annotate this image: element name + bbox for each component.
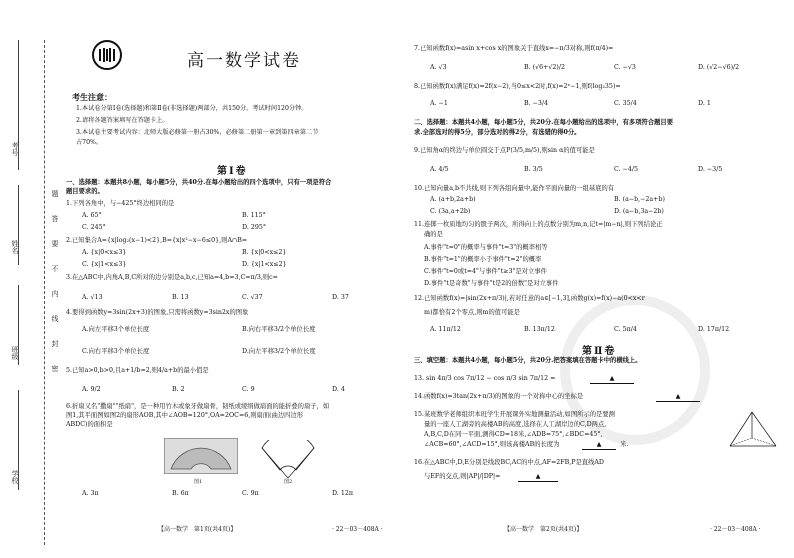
notice-item: 1.本试卷分第Ⅰ卷(选择题)和第Ⅱ卷(非选择题)两部分，共150分。考试时间120分钟。 bbox=[76, 105, 308, 112]
q15-unit: 米. bbox=[620, 441, 629, 448]
q12-option-a[interactable]: A. 11π/12 bbox=[430, 326, 461, 333]
q10-option-d[interactable]: D. (a−b,3a−2b) bbox=[614, 208, 664, 215]
q14-answer-blank[interactable]: ▲ bbox=[656, 392, 700, 402]
q5-option-c[interactable]: C. 9 bbox=[242, 386, 255, 393]
q3-option-b[interactable]: B. 13 bbox=[172, 294, 189, 301]
q4-option-b[interactable]: B.向右平移3/2个单位长度 bbox=[242, 326, 316, 333]
q15-stem: A,B,C,D在同一平面,测得CD=18米,∠ADB=75°,∠BDC=45°, bbox=[424, 431, 603, 438]
page-1 bbox=[62, 0, 407, 558]
q1-stem: 1.下列各角中，与−425°终边相同的是 bbox=[66, 200, 175, 207]
q9-option-c[interactable]: C. −4/5 bbox=[614, 166, 639, 173]
page-title: 高一数学试卷 bbox=[187, 51, 301, 71]
school-label: 学校 bbox=[11, 470, 19, 484]
q3-option-a[interactable]: A. √13 bbox=[82, 294, 103, 301]
fig1-caption: 图1 bbox=[194, 479, 203, 485]
class-label: 班级 bbox=[11, 346, 19, 360]
q2-option-a[interactable]: A. {x|0<x≤3} bbox=[82, 249, 127, 256]
seal-word: 内 bbox=[51, 290, 59, 311]
q1-option-c[interactable]: C. 245° bbox=[82, 224, 106, 231]
binding-margin bbox=[0, 0, 62, 558]
footer-right-text: 【高一数学 第2页(共4页)】 bbox=[504, 526, 583, 533]
q6-option-d[interactable]: D. 12π bbox=[332, 490, 353, 497]
seal-word: 线 bbox=[51, 315, 59, 336]
part3-desc: 三、填空题：本题共4小题，每小题5分，共20分.把答案填在答题卡中的横线上。 bbox=[414, 357, 642, 364]
q9-option-b[interactable]: B. 3/5 bbox=[524, 166, 543, 173]
part2-desc: 求.全部选对的得5分，部分选对的得2分，有选错的得0分。 bbox=[414, 129, 581, 136]
q4-option-d[interactable]: D.向左平移3/2个单位长度 bbox=[242, 348, 316, 355]
q9-option-a[interactable]: A. 4/5 bbox=[430, 166, 449, 173]
q13-stem: 13. sin 4π/3 cos 7π/12 − cos π/3 sin 7π/12 = bbox=[414, 375, 556, 382]
q5-option-d[interactable]: D. 4 bbox=[332, 386, 345, 393]
q1-option-d[interactable]: D. 295° bbox=[242, 224, 266, 231]
q11-stem: 确的是 bbox=[424, 231, 443, 238]
footer-left-code: · 22－03－408A · bbox=[332, 526, 383, 533]
q4-option-a[interactable]: A.向左平移3个单位长度 bbox=[82, 326, 150, 333]
part3-title: 第Ⅱ卷 bbox=[582, 346, 617, 357]
q3-option-c[interactable]: C. √37 bbox=[242, 294, 263, 301]
q2-option-c[interactable]: C. {x|1<x≤3} bbox=[82, 261, 127, 268]
name-field[interactable] bbox=[18, 185, 19, 265]
q10-stem: 10.已知向量a,b不共线,则下列各组向量中,能作平面向量的一组基底的有 bbox=[414, 185, 615, 192]
q8-stem: 8.已知函数f(x)满足f(x)=2f(x−2),当0≤x<2时,f(x)=2ˣ−1,则f(log₂35)= bbox=[414, 83, 621, 90]
q16-stem: 16.在△ABC中,D,E分别是线段BC,AC的中点,AF=2FB,P是直线AD bbox=[414, 459, 604, 466]
q11-option-c[interactable]: C.事件"t=0或t=4"与事件"t≥3"是对立事件 bbox=[424, 268, 547, 275]
q12-stem: 12.已知函数f(x)=|sin(2x+π/3)|,若对任意的a∈[−1,3],函数g(x)=f(x)−a(0<x<r bbox=[414, 295, 645, 302]
notice-item: 占70%。 bbox=[76, 139, 103, 146]
q16-answer-blank[interactable]: ▲ bbox=[518, 472, 558, 482]
q15-stem: ∠ACB=60°,∠ACD=15°,则该高楼AB的长度为 bbox=[424, 441, 560, 448]
page-2 bbox=[414, 0, 786, 558]
q6-option-a[interactable]: A. 3π bbox=[82, 490, 99, 497]
q8-option-a[interactable]: A. −1 bbox=[430, 100, 448, 107]
q10-option-c[interactable]: C. (3a,a+2b) bbox=[430, 208, 471, 215]
q9-stem: 9.已知角α的终边与单位圆交于点P(3/5,m/5),则sin α的值可能是 bbox=[414, 147, 595, 154]
q1-option-a[interactable]: A. 65° bbox=[82, 212, 102, 219]
q12-option-c[interactable]: C. 5π/4 bbox=[614, 326, 637, 333]
part1-desc: 一、选择题：本题共8小题，每小题5分，共40分.在每小题给出的四个选项中，只有一项是符合 bbox=[66, 179, 332, 186]
q15-stem: 15.某班数学老师组织本班学生开展课外实地测量活动,如图所示的是要测 bbox=[414, 411, 615, 418]
q11-option-a[interactable]: A.事件"t=0"的概率与事件"t=3"的概率相等 bbox=[424, 244, 548, 251]
seal-word: 密 bbox=[51, 365, 59, 386]
folding-fan-photo bbox=[164, 438, 238, 474]
q2-option-d[interactable]: D. {x|1<x≤2} bbox=[242, 261, 287, 268]
q8-option-b[interactable]: B. −3/4 bbox=[524, 100, 549, 107]
q5-option-b[interactable]: B. 2 bbox=[172, 386, 185, 393]
q4-option-c[interactable]: C.向右平移3个单位长度 bbox=[82, 348, 150, 355]
q11-stem: 11.连掷一枚质地均匀的骰子两次，所得向上的点数分别为m,n,记t=|m−n|,则下列结论正 bbox=[414, 221, 663, 228]
fig2-caption: 图2 bbox=[284, 479, 293, 485]
seal-dashed-line bbox=[44, 40, 45, 545]
q15-stem: 量的一座人工湖旁的高楼AB的高度,选择在人工湖岸边的C,D两点, bbox=[424, 421, 607, 428]
sector-diagram bbox=[258, 440, 318, 480]
part2-desc: 二、选择题：本题共4小题，每小题5分，共20分.在每小题给出的选项中，有多项符合题目要 bbox=[414, 119, 673, 126]
q13-answer-blank[interactable]: ▲ bbox=[590, 374, 634, 384]
q14-stem: 14.函数f(x)=3tan(2x+π/3)的图象的一个对称中心的坐标是 bbox=[414, 393, 584, 400]
q7-option-d[interactable]: D. (√2−√6)/2 bbox=[698, 64, 740, 71]
q11-option-d[interactable]: D.事件"t是奇数"与事件"t是2的倍数"是对立事件 bbox=[424, 280, 559, 287]
q10-option-b[interactable]: B. (a−b,−2a+b) bbox=[614, 196, 665, 203]
q3-option-d[interactable]: D. 37 bbox=[332, 294, 349, 301]
q6-option-b[interactable]: B. 6π bbox=[172, 490, 189, 497]
q1-option-b[interactable]: B. 115° bbox=[242, 212, 266, 219]
part1-title: 第Ⅰ卷 bbox=[217, 166, 248, 177]
q15-answer-blank[interactable]: ▲ bbox=[582, 440, 616, 450]
q12-option-b[interactable]: B. 13π/12 bbox=[524, 326, 555, 333]
q5-option-a[interactable]: A. 9/2 bbox=[82, 386, 101, 393]
notice-heading: 考生注意： bbox=[72, 92, 112, 102]
q12-stem: m)都恰有2个零点,则m的值可能是 bbox=[424, 309, 520, 316]
q12-option-d[interactable]: D. 17π/12 bbox=[698, 326, 730, 333]
q7-option-a[interactable]: A. √3 bbox=[430, 64, 447, 71]
seal-word: 封 bbox=[51, 340, 59, 361]
notice-item: 2.请将各题答案填写在答题卡上。 bbox=[76, 117, 169, 124]
footer-right-code: · 22－03－408A · bbox=[710, 526, 761, 533]
q11-option-b[interactable]: B.事件"t=1"的概率小于事件"t=2"的概率 bbox=[424, 256, 542, 263]
q7-stem: 7.已知函数f(x)=asin x+cos x的图象关于直线x=−π/3对称,则f(π/4)= bbox=[414, 45, 614, 52]
school-field[interactable] bbox=[18, 390, 19, 490]
class-field[interactable] bbox=[18, 285, 19, 365]
notice-item: 3.本试卷主要考试内容：北师大版必修第一册占30%，必修第二册第一章到第四章第二节 bbox=[76, 129, 319, 136]
seal-word: 答 bbox=[51, 215, 59, 236]
q2-option-b[interactable]: B. {x|0<x≤2} bbox=[242, 249, 287, 256]
q6-stem: 6.折扇又名"撒扇""纸扇"，是一种用竹木或象牙做扇骨，韧纸或绫绢做扇面的能折叠的扇子，如 bbox=[66, 403, 330, 410]
q7-option-b[interactable]: B. (√6+√2)/2 bbox=[524, 64, 565, 71]
q9-option-d[interactable]: D. −3/5 bbox=[698, 166, 723, 173]
q6-stem: 图1,其平面图如图2的扇形AOB,其中∠AOB=120°,OA=2OC=6,则扇面(曲边四边形 bbox=[66, 412, 304, 419]
q10-option-a[interactable]: A. (a+b,2a+b) bbox=[430, 196, 476, 203]
q8-option-d[interactable]: D. 1 bbox=[698, 100, 711, 107]
q4-stem: 4.要得到函数y=3sin(2x+3)的图象,只需将函数y=3sin2x的图象 bbox=[66, 309, 249, 316]
q3-stem: 3.在△ABC中,内角A,B,C所对的边分别是a,b,c,已知a=4,b=3,C=π/3,则c= bbox=[66, 274, 278, 281]
seal-word: 不 bbox=[51, 265, 59, 286]
q6-stem: ABDC)的面积是 bbox=[66, 421, 113, 428]
q6-option-c[interactable]: C. 9π bbox=[242, 490, 259, 497]
name-label: 姓名 bbox=[11, 240, 19, 254]
exam-number-label: 考号 bbox=[11, 142, 19, 156]
exam-number-field[interactable] bbox=[18, 40, 19, 170]
q2-stem: 2.已知集合A={x|log₂(x−1)<2},B={x|x²−x−6≤0},则A∩B= bbox=[66, 237, 248, 244]
seal-word: 要 bbox=[51, 240, 59, 261]
footer-left-text: 【高一数学 第1页(共4页)】 bbox=[158, 526, 237, 533]
seal-word: 题 bbox=[51, 190, 59, 211]
part1-desc: 题目要求的。 bbox=[66, 188, 104, 195]
tower-diagram bbox=[726, 408, 780, 456]
q7-option-c[interactable]: C. −√3 bbox=[614, 64, 636, 71]
q16-stem: 与EF的交点,则|AP|/|DP|= bbox=[424, 473, 501, 480]
q5-stem: 5.已知a>0,b>0,且a+1/b=2,则4/a+b的最小值是 bbox=[66, 367, 209, 374]
q8-option-c[interactable]: C. 35/4 bbox=[614, 100, 637, 107]
school-logo-icon bbox=[92, 40, 122, 70]
